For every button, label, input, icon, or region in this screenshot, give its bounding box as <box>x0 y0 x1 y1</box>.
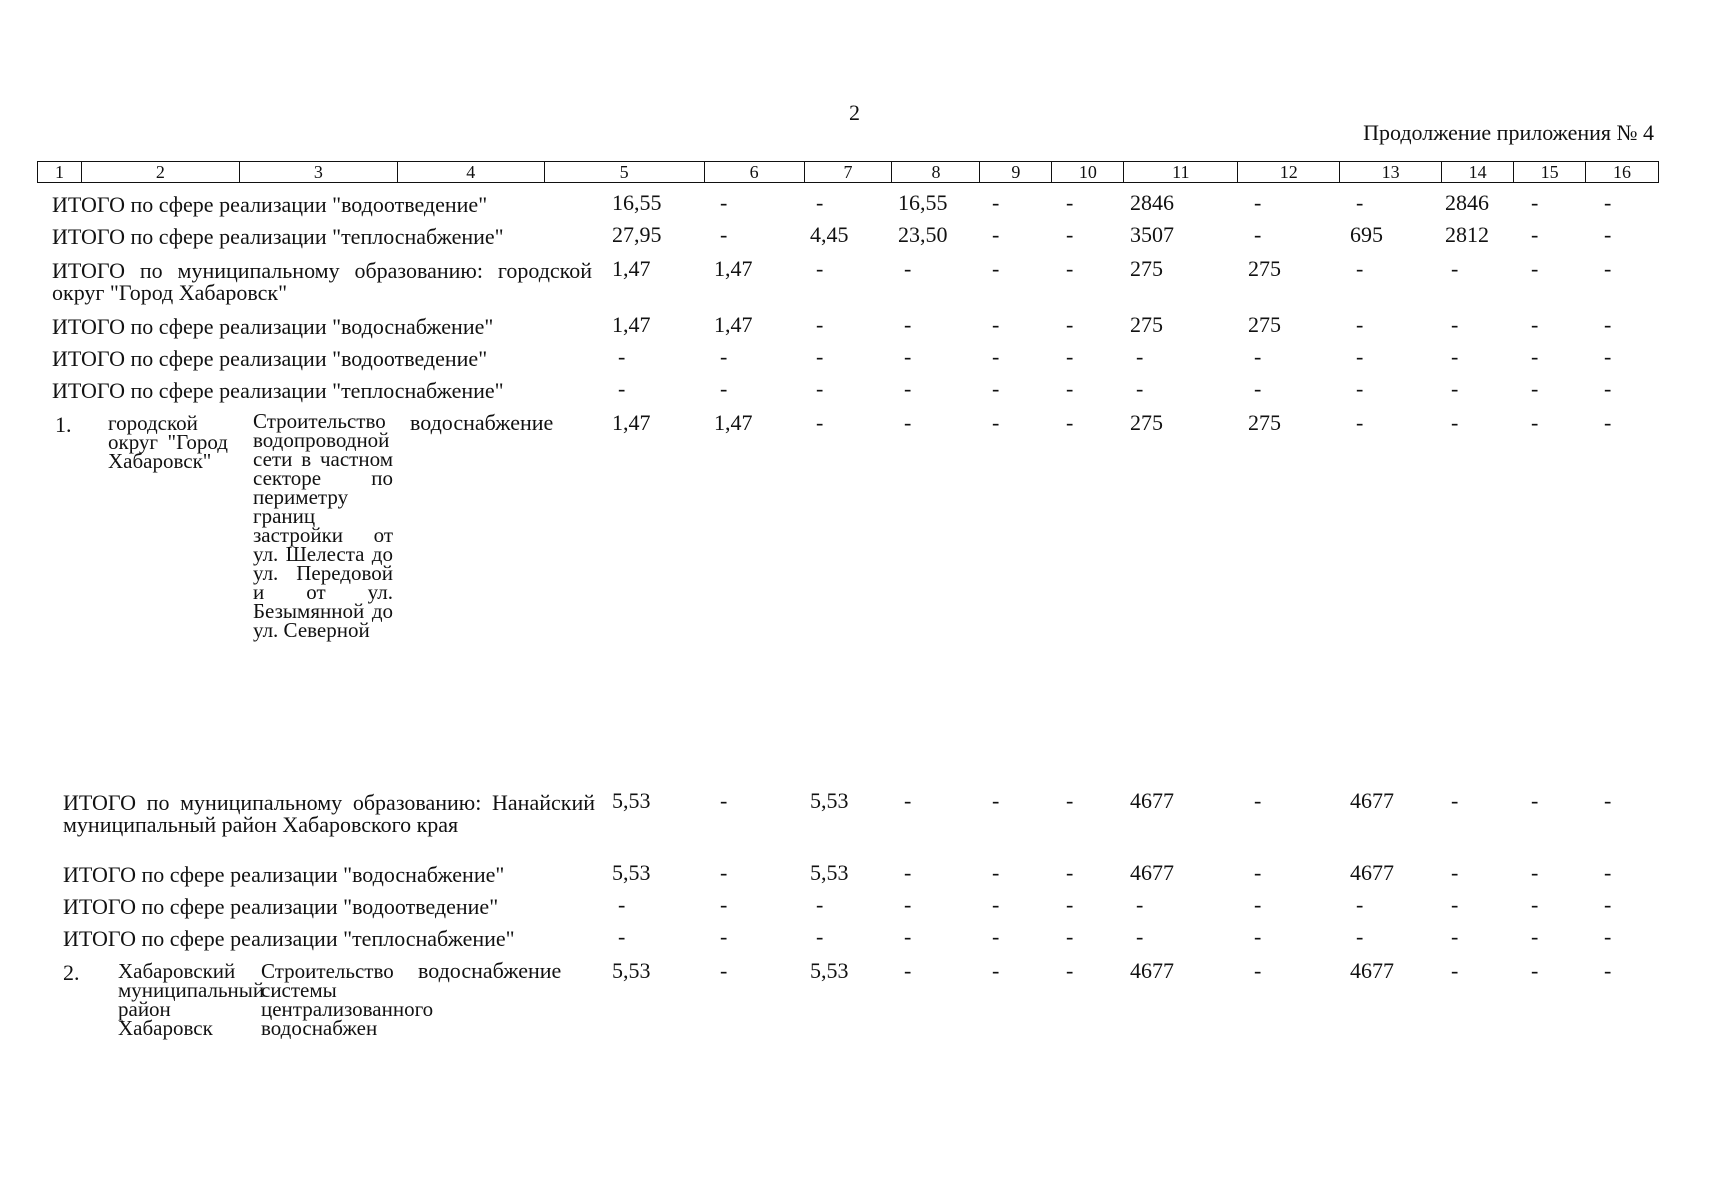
item1-value-col12: 275 <box>1248 410 1281 435</box>
summary-row-0-value-col9: - <box>992 190 1000 215</box>
header-col-6: 6 <box>705 162 805 182</box>
summary-row-0-value-col6: - <box>720 190 728 215</box>
summary2-row-2-value-col15: - <box>1531 892 1539 917</box>
summary-row-label: ИТОГО по сфере реализации "водоснабжение" <box>63 862 505 887</box>
summary-row-4-value-col6: - <box>720 344 728 369</box>
item2-value-col5: 5,53 <box>612 958 651 983</box>
summary-row-1-value-col6: - <box>720 222 728 247</box>
item-project: Строительство водопроводной сети в частном секторе по периметру границ застройки от ул. Шелеста до ул. Передовой и от ул. Безымянной до ул. Северной <box>253 409 393 642</box>
summary-row-5-value-col12: - <box>1254 376 1262 401</box>
item1-value-col5: 1,47 <box>612 410 651 435</box>
summary-row-label: ИТОГО по сфере реализации "теплоснабжение" <box>52 378 504 403</box>
summary-row-0-value-col13: - <box>1356 190 1364 215</box>
summary2-row-0-value-col15: - <box>1531 788 1539 813</box>
item1-value-col13: - <box>1356 410 1364 435</box>
summary-row-0-value-col11: 2846 <box>1130 190 1174 215</box>
summary-row-1-value-col14: 2812 <box>1445 222 1489 247</box>
summary2-row-3-value-col7: - <box>816 924 824 949</box>
summary-row-0-value-col12: - <box>1254 190 1262 215</box>
summary-row-4-value-col11: - <box>1136 344 1144 369</box>
summary-row-1-value-col8: 23,50 <box>898 222 948 247</box>
summary-row-label: ИТОГО по сфере реализации "водоснабжение" <box>52 314 494 339</box>
summary-row-4-value-col10: - <box>1066 344 1074 369</box>
summary-row-3-value-col14: - <box>1451 312 1459 337</box>
summary2-row-1-value-col12: - <box>1254 860 1262 885</box>
summary-row-3-value-col5: 1,47 <box>612 312 651 337</box>
summary2-row-1-value-col15: - <box>1531 860 1539 885</box>
summary2-row-3-value-col10: - <box>1066 924 1074 949</box>
item2-value-col10: - <box>1066 958 1074 983</box>
summary-row-2-value-col9: - <box>992 256 1000 281</box>
summary2-row-3-value-col8: - <box>904 924 912 949</box>
header-col-5: 5 <box>545 162 705 182</box>
item-municipality: городской округ "Город Хабаровск" <box>108 411 228 473</box>
summary-row-1-value-col15: - <box>1531 222 1539 247</box>
summary-row-5-value-col7: - <box>816 376 824 401</box>
item1-value-col11: 275 <box>1130 410 1163 435</box>
summary-row-3-value-col11: 275 <box>1130 312 1163 337</box>
summary2-row-1-value-col11: 4677 <box>1130 860 1174 885</box>
summary-row-5-value-col13: - <box>1356 376 1364 401</box>
summary2-row-2-value-col5: - <box>618 892 626 917</box>
item1-value-col15: - <box>1531 410 1539 435</box>
summary-row-3-value-col10: - <box>1066 312 1074 337</box>
header-col-12: 12 <box>1238 162 1340 182</box>
summary-row-5-value-col9: - <box>992 376 1000 401</box>
header-col-14: 14 <box>1442 162 1514 182</box>
summary-row-5-value-col8: - <box>904 376 912 401</box>
item1-value-col6: 1,47 <box>714 410 753 435</box>
item1-value-col10: - <box>1066 410 1074 435</box>
summary2-row-0-value-col16: - <box>1604 788 1612 813</box>
summary-row-4-value-col14: - <box>1451 344 1459 369</box>
summary2-row-1-value-col14: - <box>1451 860 1459 885</box>
item-project: Строительство системы централизованного водоснабжен <box>261 959 434 1040</box>
summary2-row-3-value-col9: - <box>992 924 1000 949</box>
summary-row-4-value-col7: - <box>816 344 824 369</box>
summary-row-0-value-col7: - <box>816 190 824 215</box>
summary-row-1-value-col7: 4,45 <box>810 222 849 247</box>
summary-row-label: ИТОГО по сфере реализации "водоотведение" <box>52 192 488 217</box>
summary-row-1-value-col11: 3507 <box>1130 222 1174 247</box>
item1-value-col9: - <box>992 410 1000 435</box>
summary2-row-1-value-col6: - <box>720 860 728 885</box>
summary2-row-0-value-col5: 5,53 <box>612 788 651 813</box>
summary-row-2-value-col16: - <box>1604 256 1612 281</box>
summary-row-1-value-col5: 27,95 <box>612 222 662 247</box>
header-col-15: 15 <box>1514 162 1586 182</box>
summary-row-2-value-col13: - <box>1356 256 1364 281</box>
item1-value-col7: - <box>816 410 824 435</box>
header-col-11: 11 <box>1124 162 1238 182</box>
summary2-row-1-value-col5: 5,53 <box>612 860 651 885</box>
summary-row-1-value-col10: - <box>1066 222 1074 247</box>
summary2-row-0-value-col13: 4677 <box>1350 788 1394 813</box>
summary-row-5-value-col14: - <box>1451 376 1459 401</box>
item1-value-col14: - <box>1451 410 1459 435</box>
summary-row-4-value-col8: - <box>904 344 912 369</box>
summary2-row-2-value-col16: - <box>1604 892 1612 917</box>
item-sphere: водоснабжение <box>418 958 562 983</box>
summary2-row-2-value-col10: - <box>1066 892 1074 917</box>
summary2-row-1-value-col10: - <box>1066 860 1074 885</box>
summary2-row-3-value-col15: - <box>1531 924 1539 949</box>
table-header-row <box>37 161 1659 183</box>
summary-row-5-value-col16: - <box>1604 376 1612 401</box>
item2-value-col12: - <box>1254 958 1262 983</box>
summary2-row-1-value-col13: 4677 <box>1350 860 1394 885</box>
page-number: 2 <box>849 100 860 125</box>
summary-row-5-value-col6: - <box>720 376 728 401</box>
summary2-row-3-value-col5: - <box>618 924 626 949</box>
summary-row-label: ИТОГО по сфере реализации "теплоснабжение" <box>52 224 504 249</box>
summary2-row-0-value-col8: - <box>904 788 912 813</box>
summary-row-0-value-col14: 2846 <box>1445 190 1489 215</box>
summary-row-label: ИТОГО по сфере реализации "водоотведение" <box>63 894 499 919</box>
summary-row-2-value-col15: - <box>1531 256 1539 281</box>
summary-row-3-value-col7: - <box>816 312 824 337</box>
summary-row-1-value-col13: 695 <box>1350 222 1383 247</box>
summary-row-1-value-col16: - <box>1604 222 1612 247</box>
item2-value-col14: - <box>1451 958 1459 983</box>
summary-row-4-value-col5: - <box>618 344 626 369</box>
summary-row-2-value-col8: - <box>904 256 912 281</box>
summary-row-4-value-col13: - <box>1356 344 1364 369</box>
summary2-row-3-value-col11: - <box>1136 924 1144 949</box>
summary-row-0-value-col16: - <box>1604 190 1612 215</box>
summary-row-5-value-col5: - <box>618 376 626 401</box>
item2-value-col8: - <box>904 958 912 983</box>
item-sphere: водоснабжение <box>410 410 554 435</box>
summary-row-2-value-col5: 1,47 <box>612 256 651 281</box>
header-col-8: 8 <box>892 162 980 182</box>
summary2-row-0-value-col7: 5,53 <box>810 788 849 813</box>
summary2-row-2-value-col7: - <box>816 892 824 917</box>
header-col-16: 16 <box>1613 162 1632 182</box>
summary-row-3-value-col9: - <box>992 312 1000 337</box>
summary-row-2-value-col7: - <box>816 256 824 281</box>
summary-row-5-value-col11: - <box>1136 376 1144 401</box>
summary-row-4-value-col9: - <box>992 344 1000 369</box>
summary-row-2-value-col11: 275 <box>1130 256 1163 281</box>
summary-row-5-value-col15: - <box>1531 376 1539 401</box>
header-col-1: 1 <box>38 162 82 182</box>
summary2-row-0-value-col6: - <box>720 788 728 813</box>
item2-value-col16: - <box>1604 958 1612 983</box>
summary2-row-2-value-col11: - <box>1136 892 1144 917</box>
summary-row-0-value-col8: 16,55 <box>898 190 948 215</box>
item2-value-col7: 5,53 <box>810 958 849 983</box>
summary2-row-1-value-col9: - <box>992 860 1000 885</box>
summary-row-label: ИТОГО по муниципальному образованию: Нанайский муниципальный район Хабаровского края <box>63 790 595 837</box>
summary2-row-2-value-col13: - <box>1356 892 1364 917</box>
summary-row-label: ИТОГО по сфере реализации "водоотведение" <box>52 346 488 371</box>
item2-value-col9: - <box>992 958 1000 983</box>
summary-row-label: ИТОГО по сфере реализации "теплоснабжение" <box>63 926 515 951</box>
item2-value-col6: - <box>720 958 728 983</box>
summary-row-4-value-col15: - <box>1531 344 1539 369</box>
summary-row-0-value-col15: - <box>1531 190 1539 215</box>
summary-row-0-value-col10: - <box>1066 190 1074 215</box>
summary-row-0-value-col5: 16,55 <box>612 190 662 215</box>
summary2-row-1-value-col16: - <box>1604 860 1612 885</box>
summary2-row-2-value-col12: - <box>1254 892 1262 917</box>
summary-row-3-value-col8: - <box>904 312 912 337</box>
item1-value-col16: - <box>1604 410 1612 435</box>
summary2-row-3-value-col12: - <box>1254 924 1262 949</box>
header-col-10: 10 <box>1052 162 1124 182</box>
header-col-7: 7 <box>805 162 893 182</box>
header-col-9: 9 <box>980 162 1052 182</box>
item-number: 1. <box>55 412 72 437</box>
summary2-row-1-value-col7: 5,53 <box>810 860 849 885</box>
summary2-row-3-value-col13: - <box>1356 924 1364 949</box>
summary-row-2-value-col10: - <box>1066 256 1074 281</box>
summary-row-4-value-col12: - <box>1254 344 1262 369</box>
summary-row-1-value-col9: - <box>992 222 1000 247</box>
summary2-row-3-value-col6: - <box>720 924 728 949</box>
annex-title: Продолжение приложения № 4 <box>1363 120 1654 145</box>
summary-row-3-value-col13: - <box>1356 312 1364 337</box>
summary-row-5-value-col10: - <box>1066 376 1074 401</box>
summary-row-2-value-col6: 1,47 <box>714 256 753 281</box>
item-number: 2. <box>63 960 80 985</box>
summary-row-label: ИТОГО по муниципальному образованию: городской округ "Город Хабаровск" <box>52 258 592 305</box>
summary-row-2-value-col14: - <box>1451 256 1459 281</box>
summary-row-3-value-col12: 275 <box>1248 312 1281 337</box>
header-col-13: 13 <box>1340 162 1442 182</box>
item2-value-col13: 4677 <box>1350 958 1394 983</box>
summary2-row-0-value-col12: - <box>1254 788 1262 813</box>
summary2-row-1-value-col8: - <box>904 860 912 885</box>
summary2-row-0-value-col10: - <box>1066 788 1074 813</box>
header-col-2: 2 <box>82 162 240 182</box>
summary2-row-2-value-col6: - <box>720 892 728 917</box>
item2-value-col15: - <box>1531 958 1539 983</box>
header-col-4: 4 <box>398 162 545 182</box>
summary2-row-0-value-col9: - <box>992 788 1000 813</box>
summary2-row-0-value-col11: 4677 <box>1130 788 1174 813</box>
item2-value-col11: 4677 <box>1130 958 1174 983</box>
summary2-row-2-value-col9: - <box>992 892 1000 917</box>
summary2-row-2-value-col8: - <box>904 892 912 917</box>
summary2-row-0-value-col14: - <box>1451 788 1459 813</box>
summary2-row-3-value-col16: - <box>1604 924 1612 949</box>
summary-row-4-value-col16: - <box>1604 344 1612 369</box>
header-col-3: 3 <box>240 162 398 182</box>
summary2-row-3-value-col14: - <box>1451 924 1459 949</box>
summary-row-3-value-col15: - <box>1531 312 1539 337</box>
summary2-row-2-value-col14: - <box>1451 892 1459 917</box>
summary-row-2-value-col12: 275 <box>1248 256 1281 281</box>
summary-row-3-value-col16: - <box>1604 312 1612 337</box>
summary-row-3-value-col6: 1,47 <box>714 312 753 337</box>
item1-value-col8: - <box>904 410 912 435</box>
item-municipality: Хабаровский муниципальный район Хабаровск <box>118 959 265 1040</box>
summary-row-1-value-col12: - <box>1254 222 1262 247</box>
